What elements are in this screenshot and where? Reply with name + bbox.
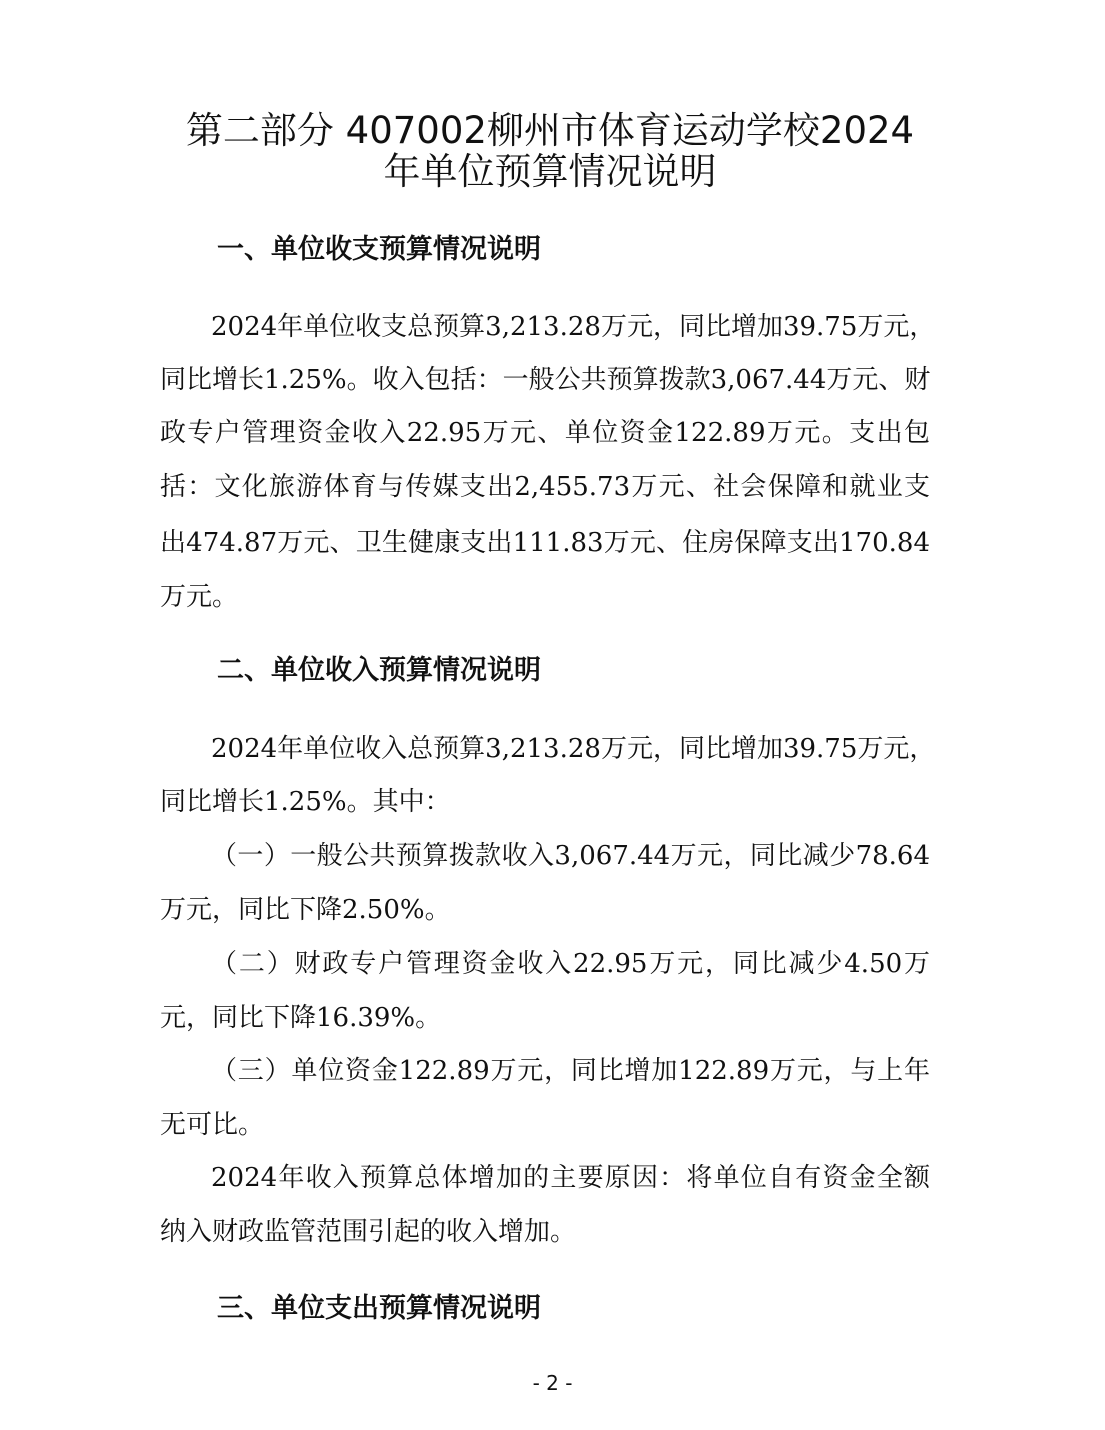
section-3-heading: 三、单位支出预算情况说明 xyxy=(217,1293,541,1324)
section-1-paragraph-line: 同比增长1.25%。收入包括：一般公共预算拨款3,067.44万元、财 xyxy=(160,365,931,395)
section-2-item-3-line: 无可比。 xyxy=(160,1110,265,1140)
document-title-line-2: 年单位预算情况说明 xyxy=(383,150,717,193)
section-2-item-2-line: （二）财政专户管理资金收入22.95万元，同比减少4.50万 xyxy=(211,949,930,979)
section-1-paragraph-line: 括：文化旅游体育与传媒支出2,455.73万元、社会保障和就业支 xyxy=(160,472,930,502)
section-1-paragraph-line: 2024年单位收支总预算3,213.28万元，同比增加39.75万元， xyxy=(211,312,936,342)
section-2-summary-line: 2024年收入预算总体增加的主要原因：将单位自有资金全额 xyxy=(211,1163,930,1193)
section-2-item-1-line: （一）一般公共预算拨款收入3,067.44万元，同比减少78.64 xyxy=(211,841,930,871)
document-title-line-1: 第二部分 407002柳州市体育运动学校2024 xyxy=(185,109,915,152)
section-2-item-2-line: 元，同比下降16.39%。 xyxy=(160,1003,442,1033)
section-2-paragraph-line: 同比增长1.25%。其中： xyxy=(160,787,451,817)
section-2-item-3-line: （三）单位资金122.89万元，同比增加122.89万元，与上年 xyxy=(211,1056,930,1086)
section-2-item-1-line: 万元，同比下降2.50%。 xyxy=(160,895,451,925)
section-1-paragraph-line: 政专户管理资金收入22.95万元、单位资金122.89万元。支出包 xyxy=(160,418,930,448)
section-1-paragraph-line: 万元。 xyxy=(160,582,239,612)
page-number: - 2 - xyxy=(532,1371,573,1395)
section-1-heading: 一、单位收支预算情况说明 xyxy=(217,234,541,265)
section-2-heading: 二、单位收入预算情况说明 xyxy=(217,655,541,686)
section-2-paragraph-line: 2024年单位收入总预算3,213.28万元，同比增加39.75万元， xyxy=(211,734,936,764)
section-1-paragraph-line: 出474.87万元、卫生健康支出111.83万元、住房保障支出170.84 xyxy=(160,528,930,558)
section-2-summary-line: 纳入财政监管范围引起的收入增加。 xyxy=(160,1217,577,1247)
